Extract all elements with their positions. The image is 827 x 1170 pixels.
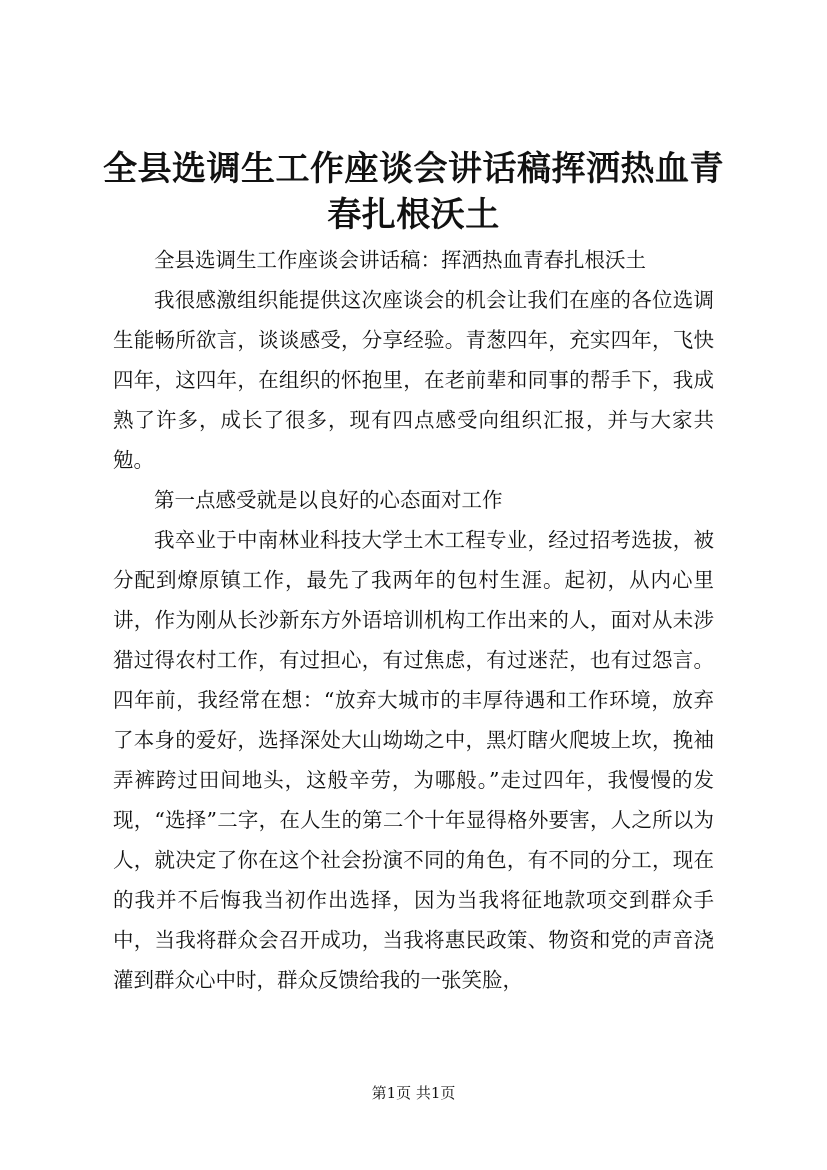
document-subtitle-paragraph: 全县选调生工作座谈会讲话稿：挥洒热血青春扎根沃土 [154,248,646,272]
intro-paragraph: 我很感激组织能提供这次座谈会的机会让我们在座的各位选调生能畅所欲言，谈谈感受，分享经验。青葱四年，充实四年，飞快四年，这四年，在组织的怀抱里，在老前辈和同事的帮手下，我成熟了许多，成长了很多，现有四点感受向组织汇报，并与大家共勉。 [113,288,714,472]
page-footer: 第1页 共1页 [371,1084,456,1102]
document-body [113,240,714,1000]
document-title: 全县选调生工作座谈会讲话稿挥洒热血青春扎根沃土 [103,149,724,235]
body-paragraph: 我卒业于中南林业科技大学土木工程专业，经过招考选拔，被分配到燎原镇工作，最先了我两年的包村生涯。起初，从内心里讲，作为刚从长沙新东方外语培训机构工作出来的人，面对从未涉猎过得农村工作，有过担心，有过焦虑，有过迷茫，也有过怨言。四年前，我经常在想：“放弃大城市的丰厚待遇和工作环境，放弃了本身的爱好，选择深处大山坳坳之中，黑灯瞎火爬坡上坎，挽袖弄裤跨过田间地头，这般辛劳，为哪般。”走过四年，我慢慢的发现，“选择”二字，在人生的第二个十年显得格外要害，人之所以为人，就决定了你在这个社会扮演不同的角色，有不同的分工，现在的我并不后悔我当初作出选择，因为当我将征地款项交到群众手中，当我将群众会召开成功，当我将惠民政策、物资和党的声音浇灌到群众心中时，群众反馈给我的一张笑脸， [113,528,714,992]
section-heading-paragraph: 第一点感受就是以良好的心态面对工作 [154,488,503,512]
